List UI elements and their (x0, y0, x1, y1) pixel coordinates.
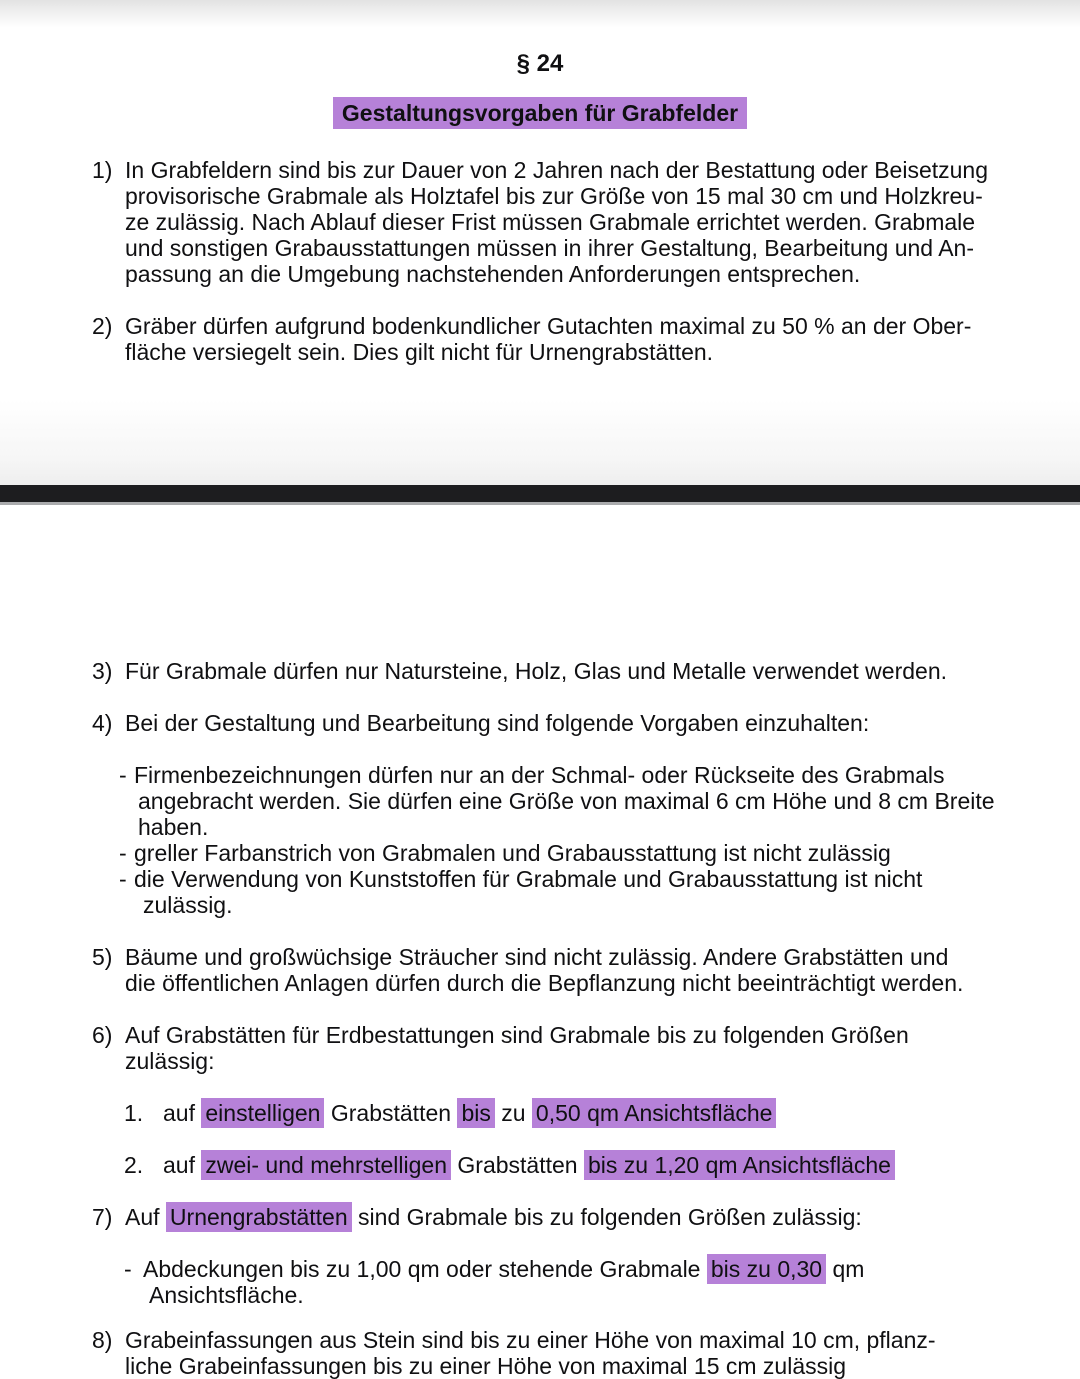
paragraph-3 (0, 658, 1080, 684)
section-title (0, 97, 1080, 129)
highlighted-text: bis zu 0,30 (707, 1254, 826, 1284)
text-segment: auf (163, 1152, 202, 1178)
highlighted-text: Urnengrabstätten (166, 1202, 352, 1232)
paragraph-line: und sonstigen Grabausstattungen müssen in ihrer Gestaltung, Bearbeitung und An- (125, 235, 974, 261)
sub-item-number: 1. (124, 1100, 144, 1126)
paragraph-line (125, 1204, 1080, 1230)
paragraph-number: 6) (92, 1022, 113, 1048)
paragraph-line: zulässig: (125, 1048, 215, 1074)
paragraph-8 (0, 1327, 1080, 1379)
dash-item (0, 1256, 1080, 1282)
dash-marker: - (119, 840, 127, 866)
dash-item-line: zulässig. (143, 892, 233, 918)
text-segment: auf (163, 1100, 202, 1126)
paragraph-number: 1) (92, 157, 113, 183)
dash-marker: - (124, 1256, 132, 1282)
text-segment: qm (826, 1256, 865, 1282)
paragraph-7-dash-list (0, 1256, 1080, 1308)
paragraph-5 (0, 944, 1080, 996)
section-number: § 24 (516, 50, 564, 77)
dash-item-line: Firmenbezeichnungen dürfen nur an der Schmal- oder Rückseite des Grabmals (134, 762, 945, 788)
highlighted-text: bis (457, 1098, 494, 1128)
paragraph-line: Bei der Gestaltung und Bearbeitung sind folgende Vorgaben einzuhalten: (125, 710, 870, 736)
dash-item (0, 866, 1080, 892)
dash-item-line: Ansichtsfläche. (149, 1282, 304, 1308)
paragraph-line-clipped: liche Grabeinfassungen bis zu einer Höhe von maximal 15 cm zulässig (125, 1353, 847, 1379)
paragraph-number: 7) (92, 1204, 113, 1230)
sub-item-1 (0, 1100, 1080, 1126)
text-segment: zu (494, 1100, 532, 1126)
paragraph-line: In Grabfeldern sind bis zur Dauer von 2 Jahren nach der Bestattung oder Beisetzung (125, 157, 989, 183)
highlighted-text: zwei- und mehrstelligen (201, 1150, 451, 1180)
sub-item-number: 2. (124, 1152, 144, 1178)
dash-item-line: die Verwendung von Kunststoffen für Grabmale und Grabausstattung ist nicht (134, 866, 923, 892)
paragraph-line: fläche versiegelt sein. Dies gilt nicht für Urnengrabstätten. (125, 339, 714, 365)
highlighted-text: bis zu 1,20 qm Ansichtsfläche (584, 1150, 895, 1180)
dash-item (0, 762, 1080, 788)
highlighted-text: 0,50 qm Ansichtsfläche (532, 1098, 777, 1128)
sub-item-2 (0, 1152, 1080, 1178)
text-segment: Grabstätten (451, 1152, 584, 1178)
paragraph-number: 2) (92, 313, 113, 339)
paragraph-line: passung an die Umgebung nachstehenden Anforderungen entsprechen. (125, 261, 861, 287)
dash-item (0, 840, 1080, 866)
paragraph-line: Bäume und großwüchsige Sträucher sind nicht zulässig. Andere Grabstätten und (125, 944, 949, 970)
page-top-shadow (0, 0, 1080, 28)
text-segment: Abdeckungen bis zu 1,00 qm oder stehende Grabmale (143, 1256, 707, 1282)
paragraph-number: 3) (92, 658, 113, 684)
dash-marker: - (119, 762, 127, 788)
paragraph-6 (0, 1022, 1080, 1074)
paragraph-line: Auf Grabstätten für Erdbestattungen sind Grabmale bis zu folgenden Größen (125, 1022, 909, 1048)
paragraph-line: Grabeinfassungen aus Stein sind bis zu einer Höhe von maximal 10 cm, pflanz- (125, 1327, 936, 1353)
paragraph-7 (0, 1204, 1080, 1230)
paragraph-2 (0, 313, 1080, 365)
text-segment: Auf (125, 1204, 166, 1230)
paragraph-line: die öffentlichen Anlagen dürfen durch die Bepflanzung nicht beeinträchtigt werden. (125, 970, 964, 996)
paragraph-1 (0, 157, 1080, 287)
text-segment: sind Grabmale bis zu folgenden Größen zulässig: (351, 1204, 862, 1230)
page-break-separator (0, 485, 1080, 505)
paragraph-line: Für Grabmale dürfen nur Natursteine, Holz, Glas und Metalle verwendet werden. (125, 658, 948, 684)
highlighted-text: einstelligen (201, 1098, 324, 1128)
paragraph-number: 8) (92, 1327, 113, 1353)
paragraph-line: provisorische Grabmale als Holztafel bis zur Größe von 15 mal 30 cm und Holzkreu- (125, 183, 983, 209)
paragraph-line: Gräber dürfen aufgrund bodenkundlicher Gutachten maximal zu 50 % an der Ober- (125, 313, 972, 339)
dash-item-line: haben. (138, 814, 209, 840)
paragraph-number: 4) (92, 710, 113, 736)
dash-marker: - (119, 866, 127, 892)
dash-item-line: angebracht werden. Sie dürfen eine Größe von maximal 6 cm Höhe und 8 cm Breite (138, 788, 995, 814)
dash-item-line: greller Farbanstrich von Grabmalen und Grabausstattung ist nicht zulässig (134, 840, 891, 866)
section-title-highlight: Gestaltungsvorgaben für Grabfelder (333, 97, 747, 129)
paragraph-4-dash-list (0, 762, 1080, 918)
text-segment: Grabstätten (324, 1100, 458, 1126)
paragraph-line: ze zulässig. Nach Ablauf dieser Frist müssen Grabmale errichtet werden. Grabmale (125, 209, 976, 235)
paragraph-number: 5) (92, 944, 113, 970)
paragraph-4 (0, 710, 1080, 736)
page-bottom-shadow (0, 400, 1080, 485)
